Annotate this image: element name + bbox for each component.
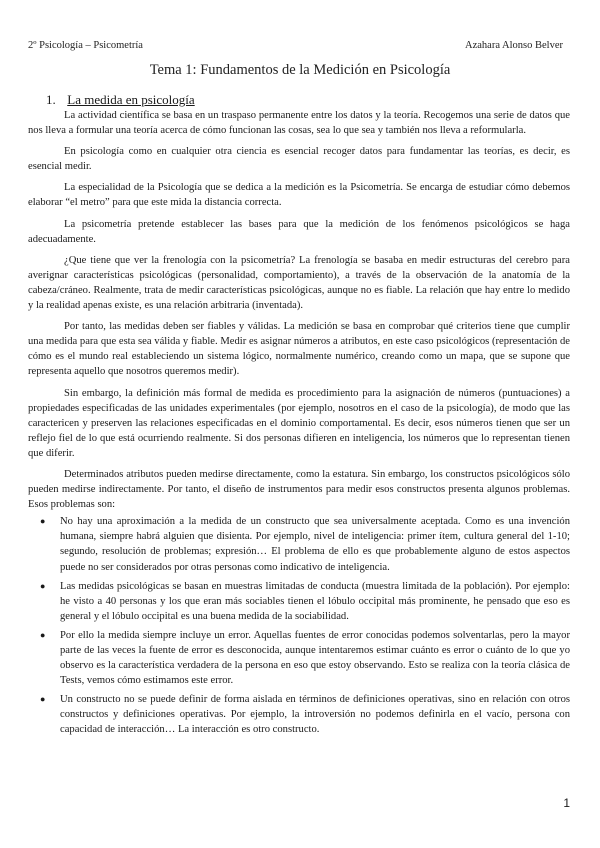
paragraph: La actividad científica se basa en un traspaso permanente entre los datos y la teoría. Recogemos una serie de datos que nos lleva a formular una teoría acerca de cómo funcionan las cosas, sea lo que sea y también nos lleva a reformularla.: [28, 110, 570, 137]
list-item-text: Un constructo no se puede definir de forma aislada en términos de definiciones operativas, sino en relación con otros constructos y definiciones operativas. Por ejemplo, la introversión no podemos definirla en el vacío, persona con capacidad de interacción… La interacción es otro constructo.: [60, 694, 570, 736]
section-heading: [46, 92, 195, 108]
list-item-text: Por ello la medida siempre incluye un error. Aquellas fuentes de error conocidas podemos solventarlas, pero la mayor parte de las veces la fuente de error es desconocida, aunque intentaremos estimar cuánto es error o cuánto de lo que yo observo es la característica verdadera de la persona en eso que estoy observando. Esto se realiza con la teoría clásica de Tests, vemos cómo estimamos este error.: [60, 629, 570, 687]
bullet-icon: ●: [40, 516, 46, 527]
paragraph: ¿Que tiene que ver la frenología con la psicometría? La frenología se basaba en medir estructuras del cerebro para averignar características psicológicas (personalidad, comportamiento), a través de la observación de la anatomía de la cabeza/cráneo. Realmente, trata de medir características psicológicas, aunque no es fiable. La relación que hay entre lo medido y la realidad apenas existe, es una relación arbitraria (inventada).: [28, 254, 570, 312]
paragraph: En psicología como en cualquier otra ciencia es esencial recoger datos para fundamentar las teorías, es decir, es esencial medir.: [28, 146, 570, 173]
page-title: Tema 1: Fundamentos de la Medición en Psicología: [149, 62, 451, 78]
section-number: 1.: [46, 92, 56, 107]
problem-list: [28, 514, 570, 737]
bullet-icon: ●: [40, 580, 46, 591]
paragraph: Por tanto, las medidas deben ser fiables y válidas. La medición se basa en comprobar qué criterios tiene que cumplir una medida para que esta sea válida y fiable. Medir es asignar números a atributos, en este caso psicológicos (representación de cómo es el mundo real estableciendo un sistema lógico, normalmente numérico, creando como un mapa, que se supone que representa aquello que nosotros queremos medir).: [28, 321, 570, 378]
list-item: [40, 579, 570, 624]
paragraph: La psicometría pretende establecer las bases para que la medición de los fenómenos psicológicos se haga adecuadamente.: [28, 218, 570, 245]
list-item-text: No hay una aproximación a la medida de un constructo que sea universalmente aceptada. Como es una invención humana, siempre habrá alguien que disienta. Por ejemplo, nivel de inteligencia: primer ítem, cultura general del 1-10; segundo, resolución de problemas; expresión… El problema de ello es que probablemente alguno de estos aspectos puede no ser considerados por otras personas como indicativo de inteligencia.: [60, 516, 570, 573]
list-item: [40, 692, 570, 737]
list-item: [40, 514, 570, 574]
section-title: La medida en psicología: [67, 92, 195, 107]
paragraph: Determinados atributos pueden medirse directamente, como la estatura. Sin embargo, los constructos psicológicos sólo pueden medirse indirectamente. Por tanto, el diseño de instrumentos para medir esos constructos presenta algunos problemas. Esos problemas son:: [28, 468, 570, 511]
bullet-icon: ●: [40, 694, 46, 705]
list-item-text: Las medidas psicológicas se basan en muestras limitadas de conducta (muestra limitada de la población). Por ejemplo: he visto a 40 personas y los que eran más sociables tienen el lóbulo occipital más prominente, he pensado que eso es general y el lóbulo occipital es una buena medida de la sociabilidad.: [60, 580, 570, 622]
header-course: 2º Psicología – Psicometría: [28, 40, 143, 51]
body-text: [28, 108, 570, 742]
bullet-icon: ●: [40, 629, 46, 640]
paragraph: Sin embargo, la definición más formal de medida es procedimiento para la asignación de números (puntuaciones) a propiedades especificadas de las unidades experimentales (por ejemplo, nosotros en el caso de la psicología), de modo que las caractericen y preserven las relaciones especificadas en el dominio comportamental. Es decir, esos números tienen que ser un reflejo fiel de lo que está ocurriendo realmente. Si dos personas difieren en inteligencia, los números que lo representan tienen que diferir.: [28, 387, 570, 459]
page-number: 1: [563, 796, 570, 810]
paragraph: La especialidad de la Psicología que se dedica a la medición es la Psicometría. Se encarga de estudiar cómo debemos elaborar “el metro” para que este mida la distancia correcta.: [28, 182, 570, 209]
list-item: [40, 628, 570, 688]
header-author: Azahara Alonso Belver: [465, 40, 563, 51]
